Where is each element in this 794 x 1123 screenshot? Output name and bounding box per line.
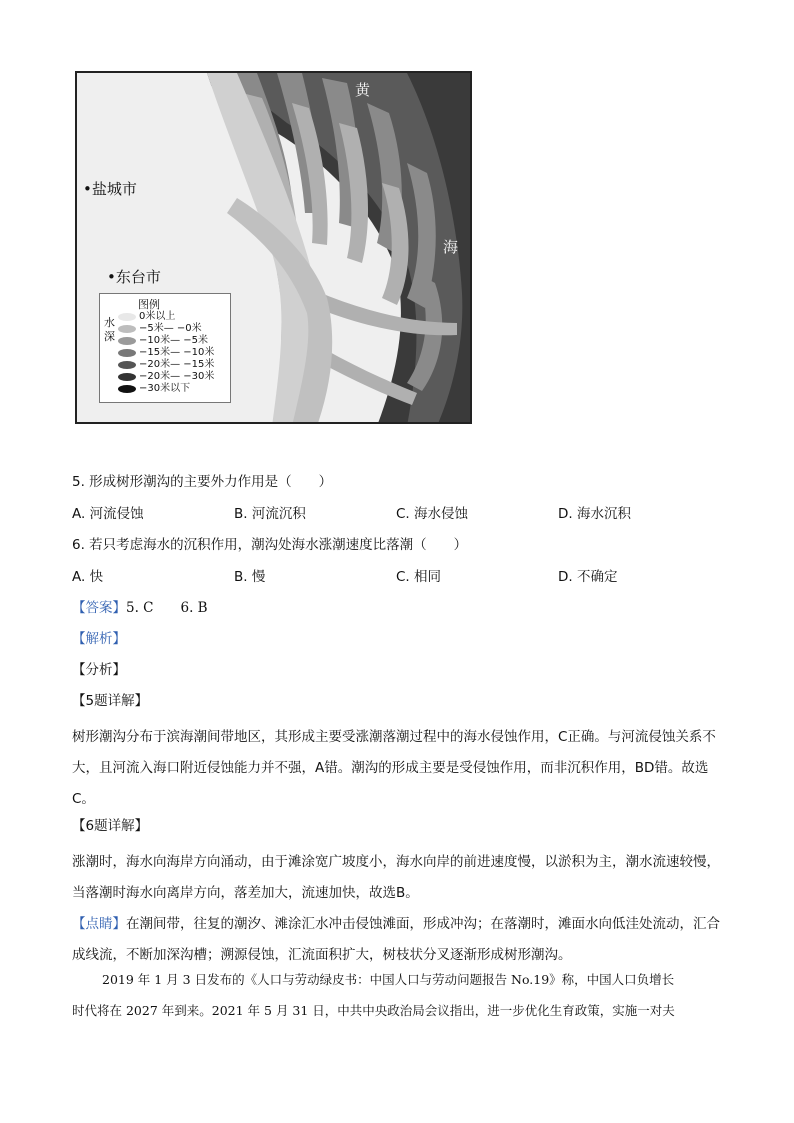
legend-item [118, 347, 214, 359]
legend-swatch [118, 361, 136, 369]
tidal-creek-map [75, 71, 472, 424]
map-label-yancheng: •盐城市 [83, 180, 137, 198]
legend-item-label: −30米以下 [139, 383, 191, 394]
q5-detail-label: 【5题详解】 [72, 693, 149, 709]
next-paragraph-line-2: 时代将在 2027 年到来。2021 年 5 月 31 日，中共中央政治局会议指出，进一步优化生育政策，实施一对夫 [72, 1003, 675, 1018]
question-6-stem: 6. 若只考虑海水的沉积作用，潮沟处海水涨潮速度比落潮（ ） [72, 537, 468, 553]
q6-option-d: D. 不确定 [558, 569, 618, 585]
legend-item-label: −10米— −5米 [139, 335, 209, 346]
answer-line [72, 598, 208, 618]
legend-item-label: −15米— −10米 [139, 347, 215, 358]
fenxi-label: 【分析】 [72, 662, 126, 678]
q5-detail-text: 树形潮沟分布于滨海潮间带地区，其形成主要受涨潮落潮过程中的海水侵蚀作用，C正确。与河流侵蚀关系不大，且河流入海口附近侵蚀能力并不强，A错。潮沟的形成主要是受侵蚀作用，而非沉积作用，BD错。故选C。 [72, 729, 716, 807]
question-5-stem: 5. 形成树形潮沟的主要外力作用是（ ） [72, 474, 333, 490]
legend-swatch [118, 313, 136, 321]
q6-detail-text: 涨潮时，海水向海岸方向涌动，由于滩涂宽广坡度小，海水向岸的前进速度慢，以淤积为主，潮水流速较慢，当落潮时海水向离岸方向，落差加大，流速加快，故选B。 [72, 854, 720, 901]
q6-detail-label: 【6题详解】 [72, 818, 149, 834]
legend-item [118, 311, 175, 323]
map-legend [99, 293, 231, 403]
answer-text: 5. C 6. B [126, 600, 208, 616]
next-paragraph-line-1: 2019 年 1 月 3 日发布的《人口与劳动绿皮书：中国人口与劳动问题报告 No.19》称，中国人口负增长 [102, 972, 675, 987]
legend-item-label: 0米以上 [139, 311, 176, 322]
legend-item [118, 383, 190, 395]
legend-item [118, 371, 214, 383]
legend-side-label: 水深 [104, 316, 115, 343]
analysis-label: 【解析】 [72, 631, 126, 647]
map-label-dongtai: •东台市 [107, 268, 161, 286]
legend-swatch [118, 385, 136, 393]
q6-option-b: B. 慢 [234, 569, 266, 585]
q5-option-d: D. 海水沉积 [558, 506, 631, 522]
q6-option-a: A. 快 [72, 569, 104, 585]
legend-item [118, 335, 208, 347]
q5-option-b: B. 河流沉积 [234, 506, 306, 522]
q5-option-a: A. 河流侵蚀 [72, 506, 144, 522]
legend-item-label: −20米— −30米 [139, 371, 215, 382]
dianjing-paragraph [72, 909, 724, 971]
legend-item-label: −20米— −15米 [139, 359, 215, 370]
legend-swatch [118, 373, 136, 381]
map-label-sea: 海 [443, 238, 459, 256]
dianjing-label: 【点睛】 [72, 916, 126, 932]
legend-swatch [118, 337, 136, 345]
legend-swatch [118, 349, 136, 357]
legend-item [118, 323, 202, 335]
legend-item-label: −5米— −0米 [139, 323, 202, 334]
q5-option-c: C. 海水侵蚀 [396, 506, 469, 522]
legend-title: 图例 [138, 298, 160, 311]
legend-swatch [118, 325, 136, 333]
legend-item [118, 359, 214, 371]
answer-label: 【答案】 [72, 600, 126, 616]
dianjing-text: 在潮间带，往复的潮汐、滩涂汇水冲击侵蚀滩面，形成冲沟；在落潮时，滩面水向低洼处流动，汇合成线流，不断加深沟槽；溯源侵蚀，汇流面积扩大，树枝状分叉逐渐形成树形潮沟。 [72, 916, 720, 963]
q6-option-c: C. 相同 [396, 569, 442, 585]
map-label-yellow: 黄 [355, 81, 371, 99]
